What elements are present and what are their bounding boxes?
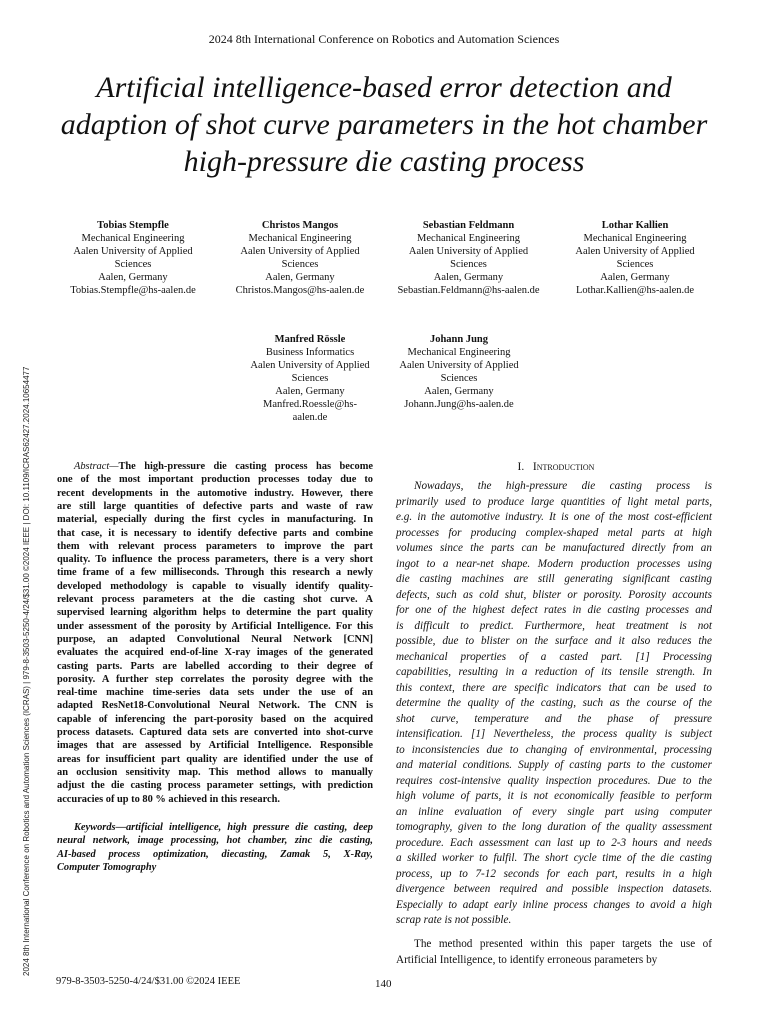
author-affiliation: Sciences bbox=[291, 373, 329, 384]
section-heading bbox=[396, 461, 716, 473]
abstract-line: material, especially during the first cycles in manufacturing. In bbox=[57, 514, 373, 526]
author-name: Tobias Stempfle bbox=[97, 220, 169, 231]
title-line: high-pressure die casting process bbox=[183, 145, 585, 178]
author-affiliation: Aalen University of Applied bbox=[408, 246, 529, 257]
author-affiliation: Sciences bbox=[440, 373, 478, 384]
abstract-line: recent developments in the automotive industry. However, there bbox=[57, 487, 373, 499]
author-name: Manfred Rössle bbox=[274, 334, 346, 345]
author-affiliation: Mechanical Engineering bbox=[407, 347, 511, 358]
author-affiliation: Mechanical Engineering bbox=[583, 233, 687, 244]
intro-line: procedure. Each assessment can last up to 2-3 hours and needs bbox=[396, 836, 712, 849]
intro-line: processes for producing complex-shaped metal parts at high bbox=[396, 526, 712, 539]
abstract-line: developed methodology is capable to visually identify quality- bbox=[57, 580, 373, 592]
author-block bbox=[384, 333, 534, 411]
author-block bbox=[225, 219, 375, 297]
abstract-line: an occlusion sensitivity map. This method allows to manually bbox=[57, 766, 373, 778]
author-block bbox=[235, 333, 385, 424]
author-affiliation: Sciences bbox=[616, 259, 654, 270]
intro-line: scrap rate is not possible. bbox=[396, 914, 512, 926]
author-affiliation: Sciences bbox=[114, 259, 152, 270]
author-block bbox=[560, 219, 710, 297]
author-email: Tobias.Stempfle@hs-aalen.de bbox=[70, 285, 196, 296]
abstract-line: accuracies of up to 80 % achieved in this research. bbox=[57, 793, 280, 805]
intro-line: determine the quality of the casting, such as the course of the bbox=[396, 697, 712, 709]
keywords-line bbox=[57, 822, 373, 833]
author-block bbox=[58, 219, 208, 297]
author-email: Lothar.Kallien@hs-aalen.de bbox=[575, 285, 695, 296]
intro-line: ingot to a near-net shape. Modern production processes using bbox=[396, 557, 712, 570]
intro-line: volumes since the parts can be manufactured directly from an bbox=[396, 542, 712, 554]
abstract-line: purpose, an adapted Convolutional Neural Network [CNN] bbox=[57, 633, 373, 645]
intro-line: divergence between required and possible inspection datasets. bbox=[396, 883, 712, 895]
intro-line: for one of the highest defect rates in die casting processes and bbox=[396, 604, 712, 616]
title-line: adaption of shot curve parameters in the hot chamber bbox=[60, 108, 708, 141]
abstract-line: adapted ResNet18-Convolutional Neural Network. The CNN is bbox=[57, 700, 373, 712]
abstract-line-text: The high-pressure die casting process has become bbox=[118, 461, 373, 472]
abstract-line: time frame of a few milliseconds. Through this research a newly bbox=[57, 567, 373, 579]
section-number: I. bbox=[517, 461, 525, 473]
author-location: Aalen, Germany bbox=[265, 272, 335, 283]
intro-line: a skilled worker to fulfil. The short cycle time of the die casting bbox=[396, 852, 712, 864]
author-location: Aalen, Germany bbox=[98, 272, 168, 283]
keywords-line: neural network, image processing, hot chamber, zinc die casting, bbox=[57, 835, 373, 847]
abstract-line: are still large quantities of defective parts and waste of raw bbox=[57, 500, 373, 512]
side-citation-banner: 2024 8th International Conference on Robotics and Automation Sciences (ICRAS) | 979-8-3503-5250-4/24/$31.00 ©2024 IEEE | DOI: 10.1109/ICRAS62427.2024.10654477 bbox=[22, 366, 31, 976]
author-name: Lothar Kallien bbox=[601, 220, 669, 231]
author-location: Aalen, Germany bbox=[275, 386, 345, 397]
intro-line: defects, such as cold shut, blister or porosity. Porosity accounts bbox=[396, 588, 712, 601]
intro-line: possible, due to blister on the surface and it also reduces the bbox=[396, 635, 712, 647]
author-affiliation: Aalen University of Applied bbox=[240, 246, 360, 257]
author-affiliation: Sciences bbox=[281, 259, 319, 270]
intro-line: intensification. [1] Nevertheless, the process quality is subject bbox=[396, 728, 712, 740]
intro-line: shot curve, temperature and the phase of pressure bbox=[396, 712, 712, 725]
abstract-line: under assessment of the porosity by Artificial Intelligence. For this bbox=[57, 620, 373, 632]
author-email: Sebastian.Feldmann@hs-aalen.de bbox=[397, 285, 540, 296]
author-affiliation: Aalen University of Applied bbox=[399, 360, 519, 371]
title-line: Artificial intelligence-based error detection and bbox=[96, 71, 672, 104]
intro-line: process, up to 7-12 seconds for each part, results in a high bbox=[396, 867, 712, 880]
conference-header: 2024 8th International Conference on Robotics and Automation Sciences bbox=[208, 32, 560, 46]
author-affiliation: Aalen University of Applied bbox=[575, 246, 695, 257]
abstract-line: one of the most important production processes today due to bbox=[57, 474, 373, 486]
author-affiliation: Mechanical Engineering bbox=[81, 233, 185, 244]
abstract-line: images that are assessed by Artificial Intelligence. Responsible bbox=[57, 740, 373, 752]
author-name: Johann Jung bbox=[429, 334, 489, 345]
abstract-line: adjust the die casting process parameter settings, with prediction bbox=[57, 780, 373, 792]
section-title: Introduction bbox=[532, 461, 595, 473]
copyright-footer: 979-8-3503-5250-4/24/$31.00 ©2024 IEEE bbox=[56, 976, 241, 987]
intro-line: Nowadays, the high-pressure die casting process is bbox=[414, 480, 712, 492]
intro-line: die casting machines are still generating significant casting bbox=[396, 573, 712, 585]
author-email: aalen.de bbox=[292, 412, 328, 423]
author-name: Sebastian Feldmann bbox=[422, 220, 515, 231]
intro-line: capabilities, resulting in a reduction of its tensile strength. In bbox=[396, 666, 712, 678]
author-email: Manfred.Roessle@hs- bbox=[263, 399, 357, 410]
keywords-line-text: artificial intelligence, high pressure die casting, deep bbox=[125, 822, 373, 833]
abstract-line: porosity. A further step correlates the porosity degree with the bbox=[57, 673, 373, 685]
author-affiliation: Mechanical Engineering bbox=[417, 233, 520, 244]
abstract-line: casting parts. Parts are labelled according to their degree of bbox=[57, 660, 373, 672]
author-email: Johann.Jung@hs-aalen.de bbox=[404, 399, 514, 410]
intro-line: this context, there are specific indicators that can be used to bbox=[396, 681, 712, 694]
abstract-line: areas for insufficient part quality are identified under the use of bbox=[57, 753, 373, 765]
method-line: The method presented within this paper targets the use of bbox=[414, 938, 712, 950]
abstract-line: relevant process parameters at the die casting shot curve. A bbox=[57, 594, 373, 605]
intro-line: an inline evaluation of every single part using computer bbox=[396, 805, 712, 818]
abstract-line: real-time machine time-series data sets under the use of an bbox=[57, 687, 373, 699]
abstract-line bbox=[57, 461, 373, 472]
author-affiliation: Sciences bbox=[450, 259, 487, 270]
intro-line: Especially to adapt early inline process changes to avoid a high bbox=[396, 898, 712, 911]
author-location: Aalen, Germany bbox=[600, 272, 670, 283]
intro-line: tomography, given to the long duration of the quality assessment bbox=[396, 821, 712, 833]
author-affiliation: Mechanical Engineering bbox=[248, 233, 352, 244]
abstract-line: supervised learning algorithm helps to determine the part quality bbox=[57, 607, 373, 619]
intro-line: is difficult to predict. Furthermore, heat treatment is not bbox=[396, 619, 712, 632]
author-location: Aalen, Germany bbox=[424, 386, 494, 397]
abstract-line: evaluates the acquired end-of-line X-ray images of the generated bbox=[57, 647, 373, 659]
abstract-line: them with relevant process parameters to improve the part bbox=[57, 540, 373, 552]
author-affiliation: Business Informatics bbox=[265, 347, 355, 358]
intro-line: high volume of parts, it is not economically feasible to perform bbox=[396, 790, 712, 802]
keywords-line: Computer Tomography bbox=[57, 861, 157, 873]
author-block bbox=[391, 219, 546, 297]
abstract-line: quality. To influence the process parameters, there is a very short bbox=[57, 554, 373, 566]
abstract-line: that case, it is necessary to identify defective parts and combine bbox=[57, 527, 373, 539]
intro-line: primarily used to produce large quantities of light metal parts, bbox=[396, 495, 712, 508]
keywords-label: Keywords— bbox=[74, 822, 126, 833]
abstract-line: capable of inferencing the part-porosity based on the acquired bbox=[57, 713, 373, 725]
intro-line: to inconsistencies due to changing of environmental, processing bbox=[396, 743, 712, 756]
intro-line: e.g. in the automotive industry. It is one of the most cost-efficient bbox=[396, 511, 712, 523]
keywords-line: AI-based process optimization, diecasting, Zamak 5, X-Ray, bbox=[57, 848, 373, 860]
author-email: Christos.Mangos@hs-aalen.de bbox=[235, 285, 365, 296]
method-line: Artificial Intelligence, to identify erroneous parameters by bbox=[396, 953, 658, 966]
author-affiliation: Aalen University of Applied bbox=[73, 246, 193, 257]
intro-line: mechanical properties of a casted part. [1] Processing bbox=[396, 650, 712, 663]
abstract-line: process datasets. Captured data sets are converted into shot-curve bbox=[57, 727, 373, 738]
abstract-label: Abstract— bbox=[74, 461, 119, 472]
author-affiliation: Aalen University of Applied bbox=[250, 360, 370, 371]
page-number: 140 bbox=[375, 978, 392, 990]
author-name: Christos Mangos bbox=[261, 220, 339, 231]
intro-line: and material conditions. Supply of casting parts to the customer bbox=[396, 759, 712, 771]
intro-line: requires cost-intensive quality inspection procedures. Due to the bbox=[396, 774, 712, 787]
author-location: Aalen, Germany bbox=[433, 272, 504, 283]
